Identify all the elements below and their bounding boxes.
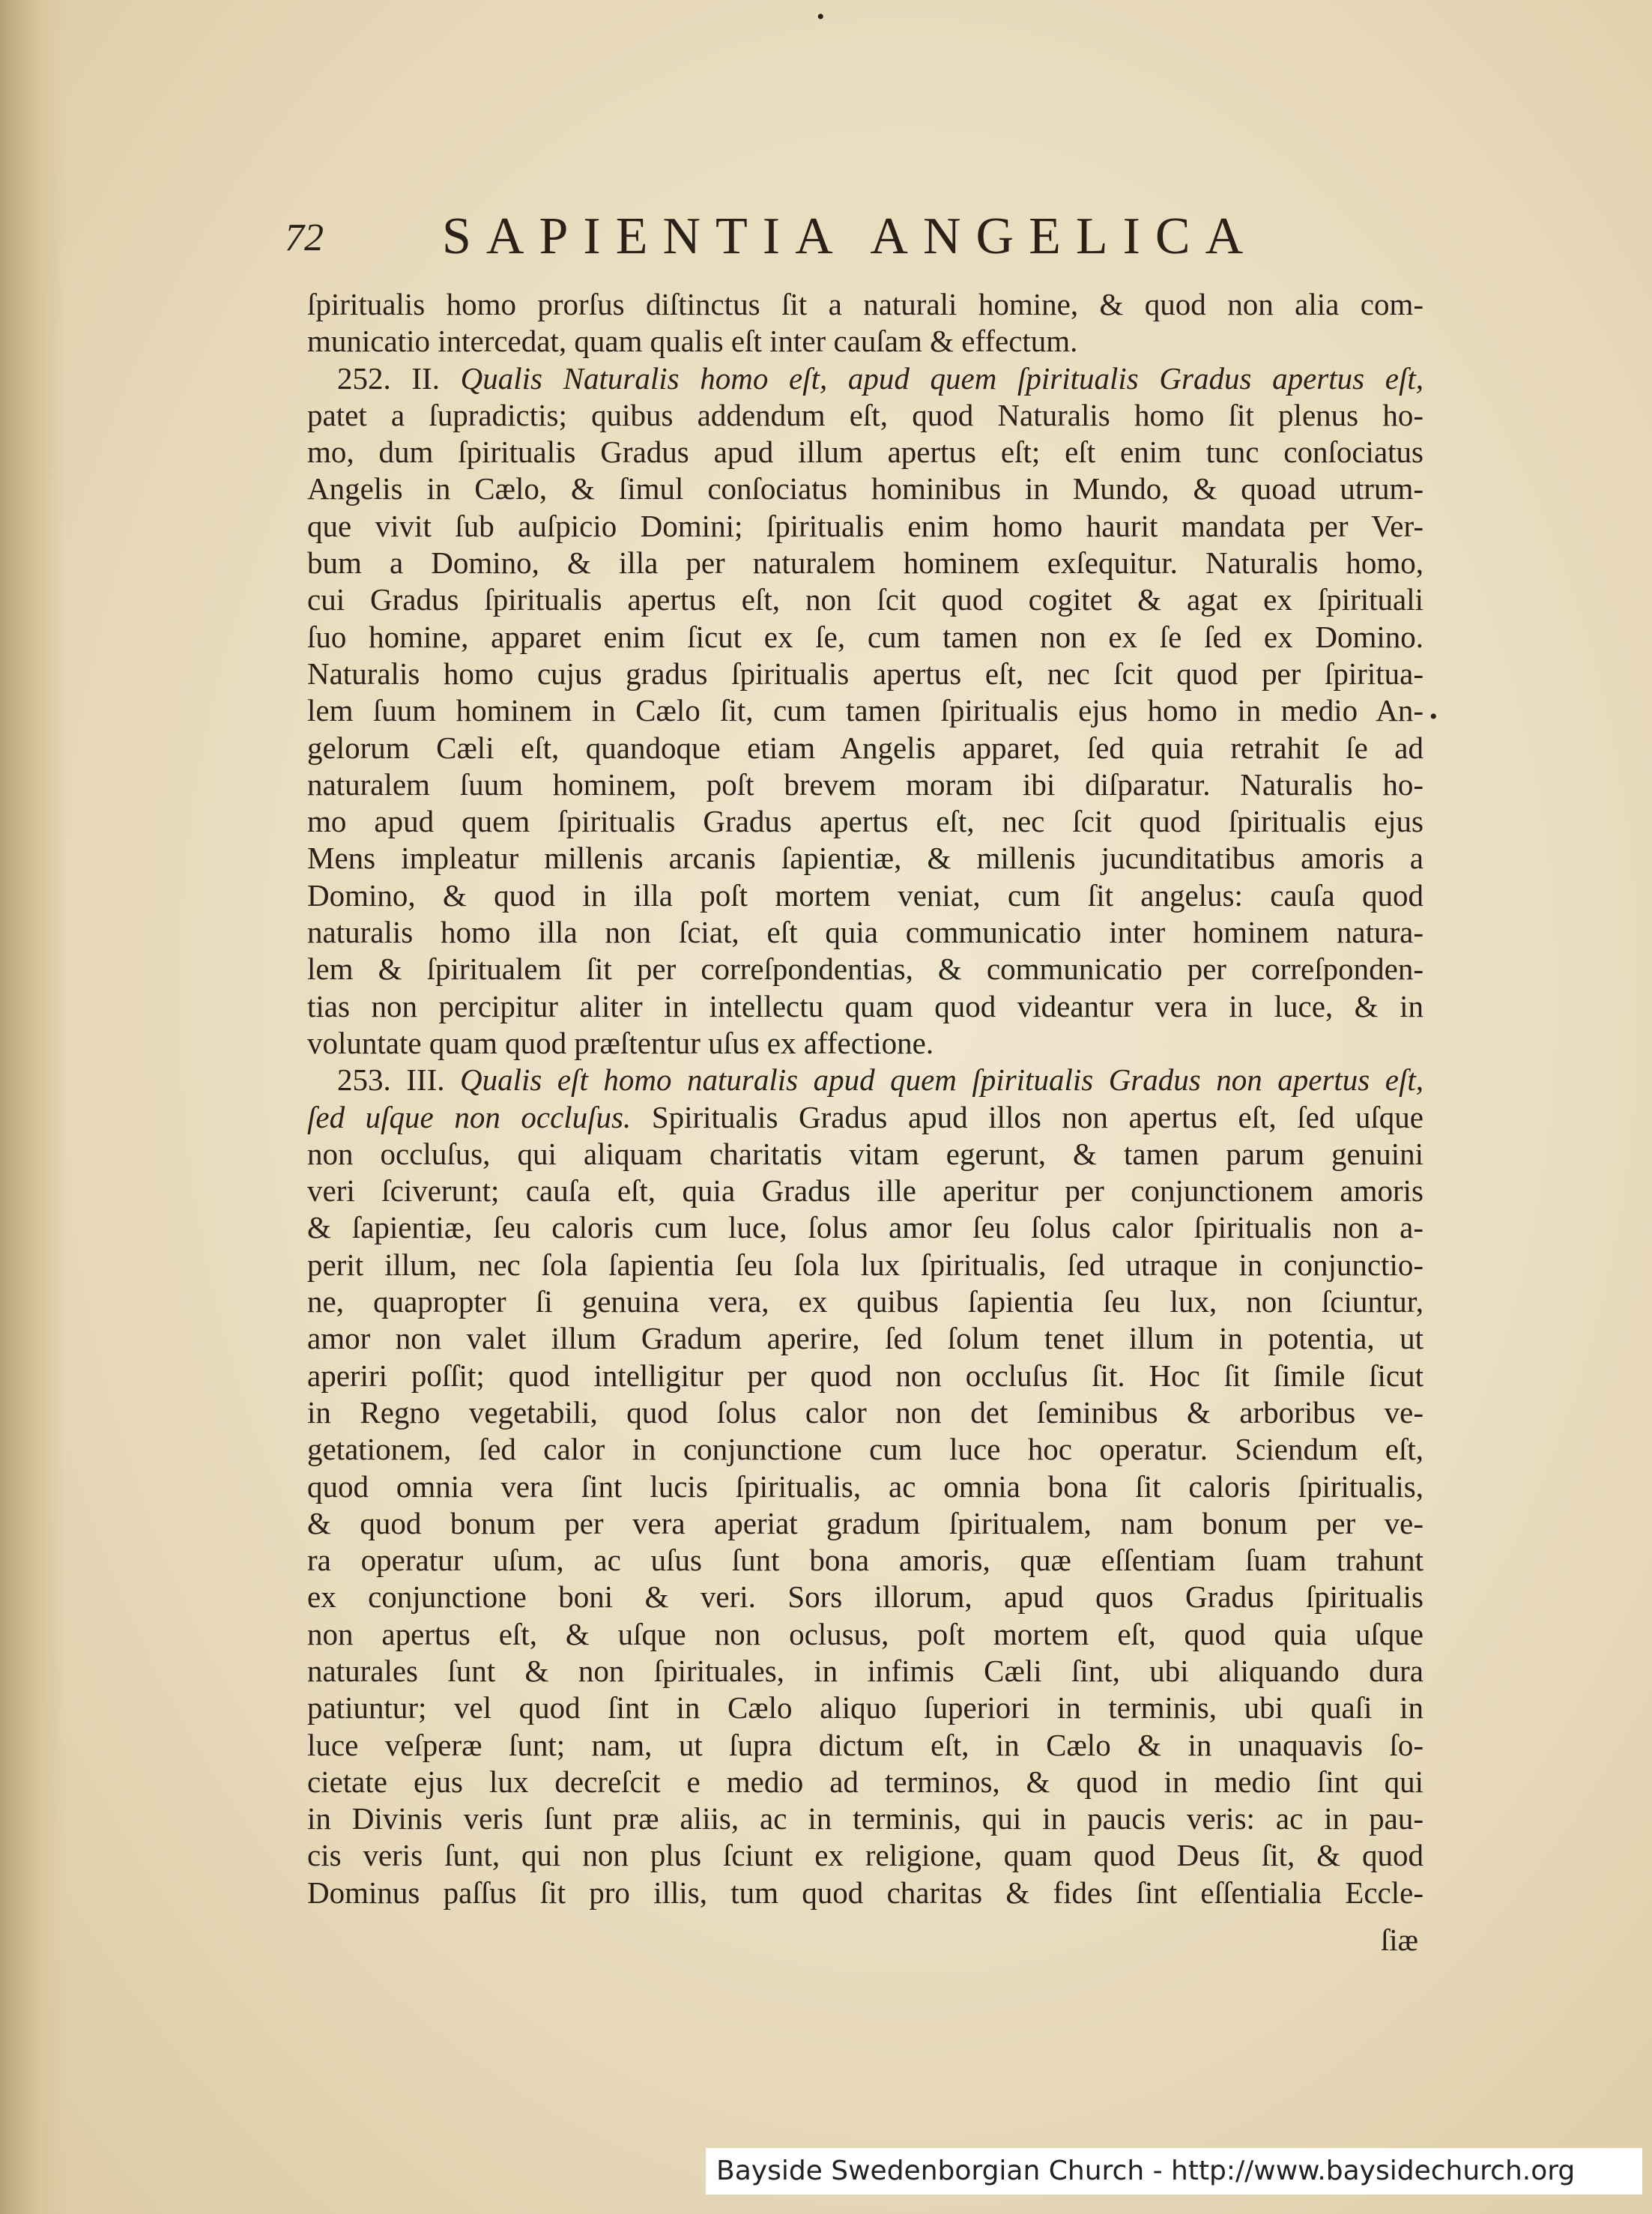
text-line: [307, 360, 1423, 397]
text-line: [307, 1062, 1423, 1098]
text-run: patet a ſupradictis; quibus addendum eſt, quod Naturalis homo ſit plenus ho-: [307, 397, 1423, 432]
text-run: cietate ejus lux decreſcit e medio ad terminos, & quod in medio ſint qui: [307, 1764, 1423, 1799]
text-run: ſuo homine, apparet enim ſicut ex ſe, cum tamen non ex ſe ſed ex Domino.: [307, 619, 1423, 654]
text-line: [307, 471, 1423, 507]
text-line: [307, 619, 1423, 656]
italic-text-run: Qualis eſt homo naturalis apud quem ſpiritualis Gradus non apertus eſt,: [460, 1062, 1423, 1098]
text-line: [307, 434, 1423, 471]
text-run: ex conjunctione boni & veri. Sors illorum, apud quos Gradus ſpiritualis: [307, 1579, 1423, 1615]
text-run: municatio intercedat, quam qualis eſt inter cauſam & effectum.: [307, 324, 1078, 359]
text-line: [307, 1247, 1423, 1283]
text-run: Angelis in Cælo, & ſimul conſociatus hominibus in Mundo, & quoad utrum-: [307, 471, 1423, 506]
text-run: mo, dum ſpiritualis Gradus apud illum apertus eſt; eſt enim tunc conſociatus: [307, 435, 1423, 470]
ink-speck: •: [817, 4, 825, 29]
text-line: [307, 1653, 1423, 1690]
text-line: [307, 1800, 1423, 1837]
text-line: [307, 323, 1423, 360]
text-line: [307, 1099, 1423, 1136]
watermark-banner[interactable]: Bayside Swedenborgian Church - http://www.baysidechurch.org: [706, 2148, 1642, 2195]
text-run: gelorum Cæli eſt, quandoque etiam Angelis apparet, ſed quia retrahit ſe ad: [307, 730, 1423, 765]
text-line: [307, 508, 1423, 545]
text-run: naturales ſunt & non ſpirituales, in infimis Cæli ſint, ubi aliquando dura: [307, 1653, 1423, 1688]
text-line: [307, 1358, 1423, 1394]
text-run: voluntate quam quod præſtentur uſus ex affectione.: [307, 1025, 934, 1060]
text-line: [307, 1469, 1423, 1505]
text-run: non occluſus, qui aliquam charitatis vitam egerunt, & tamen parum genuini: [307, 1136, 1423, 1171]
running-title: SAPIENTIA ANGELICA: [442, 208, 1259, 265]
text-line: [307, 1136, 1423, 1173]
text-run: lem ſuum hominem in Cælo ſit, cum tamen ſpiritualis ejus homo in medio An-: [307, 693, 1423, 728]
text-line: [307, 1579, 1423, 1615]
text-line: [307, 1209, 1423, 1246]
text-line: [307, 656, 1423, 692]
text-line: [307, 692, 1423, 729]
text-run: naturalis homo illa non ſciat, eſt quia communicatio inter hominem natura-: [307, 915, 1423, 950]
text-line: [307, 1875, 1423, 1911]
text-run: tias non percipitur aliter in intellectu quam quod videantur vera in luce, & in: [307, 988, 1423, 1023]
text-run: Naturalis homo cujus gradus ſpiritualis apertus eſt, nec ſcit quod per ſpiritua-: [307, 656, 1423, 691]
text-run: que vivit ſub auſpicio Domini; ſpiritualis enim homo haurit mandata per Ver-: [307, 508, 1423, 543]
text-line: [307, 1690, 1423, 1726]
text-line: [307, 914, 1423, 951]
text-line: [307, 951, 1423, 987]
text-line: [307, 1837, 1423, 1874]
text-run: mo apud quem ſpiritualis Gradus apertus eſt, nec ſcit quod ſpiritualis ejus: [307, 804, 1423, 839]
text-line: [307, 1173, 1423, 1209]
text-line: [307, 1764, 1423, 1800]
italic-text-run: ſed uſque non occluſus.: [307, 1099, 632, 1134]
text-run: Domino, & quod in illa poſt mortem veniat, cum ſit angelus: cauſa quod: [307, 877, 1423, 913]
text-run: non apertus eſt, & uſque non oclusus, poſt mortem eſt, quod quia uſque: [307, 1616, 1423, 1651]
text-run: Spiritualis Gradus apud illos non apertus eſt, ſed uſque: [631, 1099, 1423, 1134]
text-line: [307, 1283, 1423, 1320]
text-line: [307, 1727, 1423, 1764]
text-run: getationem, ſed calor in conjunctione cum luce hoc operatur. Sciendum eſt,: [307, 1432, 1423, 1467]
text-run: patiuntur; vel quod ſint in Cælo aliquo ſuperiori in terminis, ubi quaſi in: [307, 1690, 1423, 1725]
text-line: [307, 1616, 1423, 1653]
text-line: [307, 397, 1423, 434]
text-line: [307, 286, 1423, 323]
page-number: 72: [285, 217, 324, 259]
text-run: 252. II.: [337, 360, 461, 396]
text-line: [307, 1320, 1423, 1357]
text-run: & ſapientiæ, ſeu caloris cum luce, ſolus amor ſeu ſolus calor ſpiritualis non a-: [307, 1210, 1423, 1245]
text-line: [307, 766, 1423, 803]
text-run: in Regno vegetabili, quod ſolus calor non det ſeminibus & arboribus ve-: [307, 1394, 1423, 1430]
text-run: & quod bonum per vera aperiat gradum ſpiritualem, nam bonum per ve-: [307, 1505, 1423, 1540]
text-line: [307, 1542, 1423, 1579]
text-line: [307, 730, 1423, 766]
text-run: lem & ſpiritualem ſit per correſpondentias, & communicatio per correſponden-: [307, 952, 1423, 987]
catchword: ſiæ: [1380, 1923, 1418, 1957]
ink-speck: •: [1429, 704, 1438, 729]
text-run: naturalem ſuum hominem, poſt brevem moram ibi diſparatur. Naturalis ho-: [307, 766, 1423, 802]
text-line: [307, 1394, 1423, 1431]
text-line: [307, 545, 1423, 581]
text-line: [307, 840, 1423, 877]
text-line: [307, 1431, 1423, 1468]
text-line: [307, 581, 1423, 618]
text-line: [307, 1505, 1423, 1542]
page-header: [285, 201, 1289, 268]
text-run: perit illum, nec ſola ſapientia ſeu ſola lux ſpiritualis, ſed utraque in conjunctio-: [307, 1247, 1423, 1282]
text-run: quod omnia vera ſint lucis ſpiritualis, ac omnia bona ſit caloris ſpiritualis,: [307, 1469, 1423, 1504]
text-run: ne, quapropter ſi genuina vera, ex quibus ſapientia ſeu lux, non ſciuntur,: [307, 1284, 1423, 1319]
text-run: bum a Domino, & illa per naturalem hominem exſequitur. Naturalis homo,: [307, 545, 1423, 581]
text-run: veri ſciverunt; cauſa eſt, quia Gradus ille aperitur per conjunctionem amoris: [307, 1173, 1423, 1209]
text-run: amor non valet illum Gradum aperire, ſed ſolum tenet illum in potentia, ut: [307, 1321, 1423, 1356]
text-run: Dominus paſſus ſit pro illis, tum quod charitas & fides ſint eſſentialia Eccle-: [307, 1875, 1423, 1910]
page-gutter-shadow: [0, 0, 67, 2214]
text-run: cis veris ſunt, qui non plus ſciunt ex religione, quam quod Deus ſit, & quod: [307, 1838, 1423, 1873]
body-text: [307, 286, 1423, 1911]
text-run: cui Gradus ſpiritualis apertus eſt, non ſcit quod cogitet & agat ex ſpirituali: [307, 582, 1423, 617]
text-line: [307, 988, 1423, 1025]
italic-text-run: Qualis Naturalis homo eſt, apud quem ſpiritualis Gradus apertus eſt,: [460, 360, 1423, 396]
text-run: ra operatur uſum, ac uſus ſunt bona amoris, quæ eſſentiam ſuam trahunt: [307, 1543, 1423, 1578]
text-run: aperiri poſſit; quod intelligitur per quod non occluſus ſit. Hoc ſit ſimile ſicut: [307, 1358, 1423, 1393]
text-run: Mens impleatur millenis arcanis ſapientiæ, & millenis jucunditatibus amoris a: [307, 841, 1423, 876]
text-run: in Divinis veris ſunt præ aliis, ac in terminis, qui in paucis veris: ac in pau-: [307, 1801, 1423, 1836]
text-line: [307, 1025, 1423, 1062]
text-line: [307, 877, 1423, 914]
text-run: 253. III.: [337, 1062, 460, 1098]
text-run: luce veſperæ ſunt; nam, ut ſupra dictum eſt, in Cælo & in unaquavis ſo-: [307, 1727, 1423, 1762]
text-line: [307, 803, 1423, 840]
text-run: ſpiritualis homo prorſus diſtinctus ſit a naturali homine, & quod non alia com-: [307, 287, 1423, 321]
